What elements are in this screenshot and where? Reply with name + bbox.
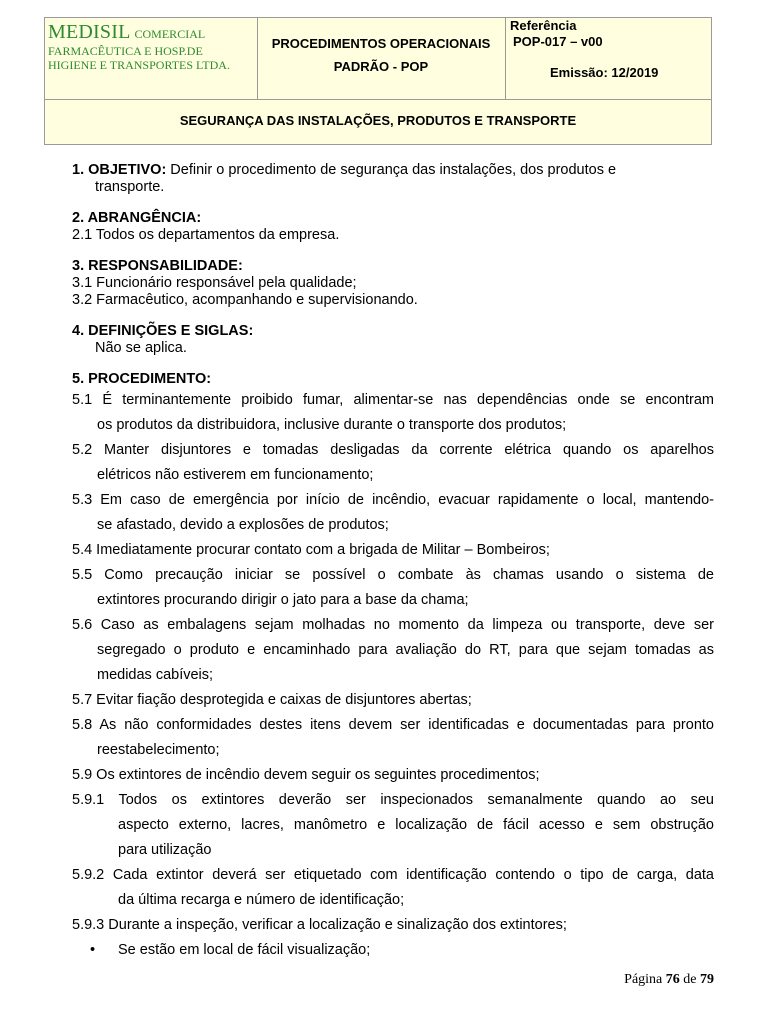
list-item: 5.9.2 Cada extintor deverá ser etiquetado com identificação contendo o tipo de carga, data	[72, 867, 714, 883]
section-text: Definir o procedimento de segurança das instalações, dos produtos e	[166, 162, 617, 178]
section-abrangencia	[72, 210, 714, 244]
section-heading: 2. ABRANGÊNCIA:	[72, 210, 202, 226]
list-item-continuation: medidas cabíveis;	[97, 667, 214, 683]
reference-label: Referência	[510, 18, 577, 33]
company-name-main: MEDISIL	[48, 21, 131, 43]
bullet-text: Se estão em local de fácil visualização;	[118, 942, 371, 958]
company-name-sub: COMERCIAL	[134, 27, 206, 41]
emission-date: Emissão: 12/2019	[550, 65, 659, 80]
list-item: 3.2 Farmacêutico, acompanhando e supervisionando.	[72, 292, 418, 308]
page-word: Página	[624, 972, 663, 987]
list-item: 5.3 Em caso de emergência por início de incêndio, evacuar rapidamente o local, mantendo-	[72, 492, 714, 508]
section-definicoes	[72, 323, 714, 357]
bullet-icon: •	[90, 942, 96, 958]
section-responsabilidade	[72, 258, 714, 309]
document-body	[72, 162, 714, 963]
bullet-item	[72, 938, 714, 963]
section-heading: 3. RESPONSABILIDADE:	[72, 258, 243, 274]
pop-title-line1: PROCEDIMENTOS OPERACIONAIS	[271, 36, 491, 51]
list-item: 2.1 Todos os departamentos da empresa.	[72, 227, 340, 243]
list-item: 5.2 Manter disjuntores e tomadas desligadas da corrente elétrica quando os aparelhos	[72, 442, 714, 458]
list-item-continuation: extintores procurando dirigir o jato para a base da chama;	[97, 592, 469, 608]
list-item: 5.6 Caso as embalagens sejam molhadas no momento da limpeza ou transporte, deve ser	[72, 617, 714, 633]
list-item: 5.9 Os extintores de incêndio devem seguir os seguintes procedimentos;	[72, 767, 540, 783]
section-heading: 5. PROCEDIMENTO:	[72, 371, 212, 387]
header-divider	[45, 99, 711, 100]
section-text: transporte.	[95, 179, 165, 195]
list-item-continuation: segregado o produto e encaminhado para avaliação do RT, para que sejam tomadas as	[97, 642, 714, 658]
section-heading: 4. DEFINIÇÕES E SIGLAS:	[72, 323, 254, 339]
document-header	[44, 17, 712, 145]
list-item: 5.4 Imediatamente procurar contato com a brigada de Militar – Bombeiros;	[72, 542, 550, 558]
list-item: 5.9.3 Durante a inspeção, verificar a localização e sinalização dos extintores;	[72, 917, 567, 933]
company-name	[48, 21, 256, 72]
section-procedimento	[72, 371, 714, 963]
list-item: 5.7 Evitar fiação desprotegida e caixas de disjuntores abertas;	[72, 692, 472, 708]
page-number	[624, 972, 714, 988]
company-name-line2: FARMACÊUTICA E HOSP.DE	[48, 44, 203, 58]
header-divider	[505, 18, 506, 99]
section-objetivo	[72, 162, 714, 196]
company-name-line3: HIGIENE E TRANSPORTES LTDA.	[48, 58, 230, 72]
pop-title-line2: PADRÃO - POP	[333, 59, 429, 74]
list-item-continuation: aspecto externo, lacres, manômetro e localização de fácil acesso e sem obstrução	[118, 817, 714, 833]
page-total: 79	[700, 972, 714, 987]
document-title: SEGURANÇA DAS INSTALAÇÕES, PRODUTOS E TRANSPORTE	[179, 113, 577, 128]
list-item: 5.5 Como precaução iniciar se possível o combate às chamas usando o sistema de	[72, 567, 714, 583]
list-item: 5.1 É terminantemente proibido fumar, alimentar-se nas dependências onde se encontram	[72, 392, 714, 408]
section-text: Não se aplica.	[95, 340, 187, 356]
reference-code: POP-017 – v00	[513, 34, 603, 49]
list-item-continuation: se afastado, devido a explosões de produtos;	[97, 517, 389, 533]
page-of-word: de	[683, 972, 697, 987]
list-item: 5.8 As não conformidades destes itens devem ser identificadas e documentadas para pronto	[72, 717, 714, 733]
list-item-continuation: para utilização	[118, 842, 212, 858]
list-item-continuation: reestabelecimento;	[97, 742, 220, 758]
list-item-continuation: os produtos da distribuidora, inclusive durante o transporte dos produtos;	[97, 417, 567, 433]
list-item-continuation: da última recarga e número de identificação;	[118, 892, 405, 908]
list-item: 5.9.1 Todos os extintores deverão ser inspecionados semanalmente quando ao seu	[72, 792, 714, 808]
list-item: 3.1 Funcionário responsável pela qualidade;	[72, 275, 357, 291]
list-item-continuation: elétricos não estiverem em funcionamento;	[97, 467, 374, 483]
page-current: 76	[665, 972, 680, 987]
section-heading: 1. OBJETIVO:	[72, 162, 167, 178]
